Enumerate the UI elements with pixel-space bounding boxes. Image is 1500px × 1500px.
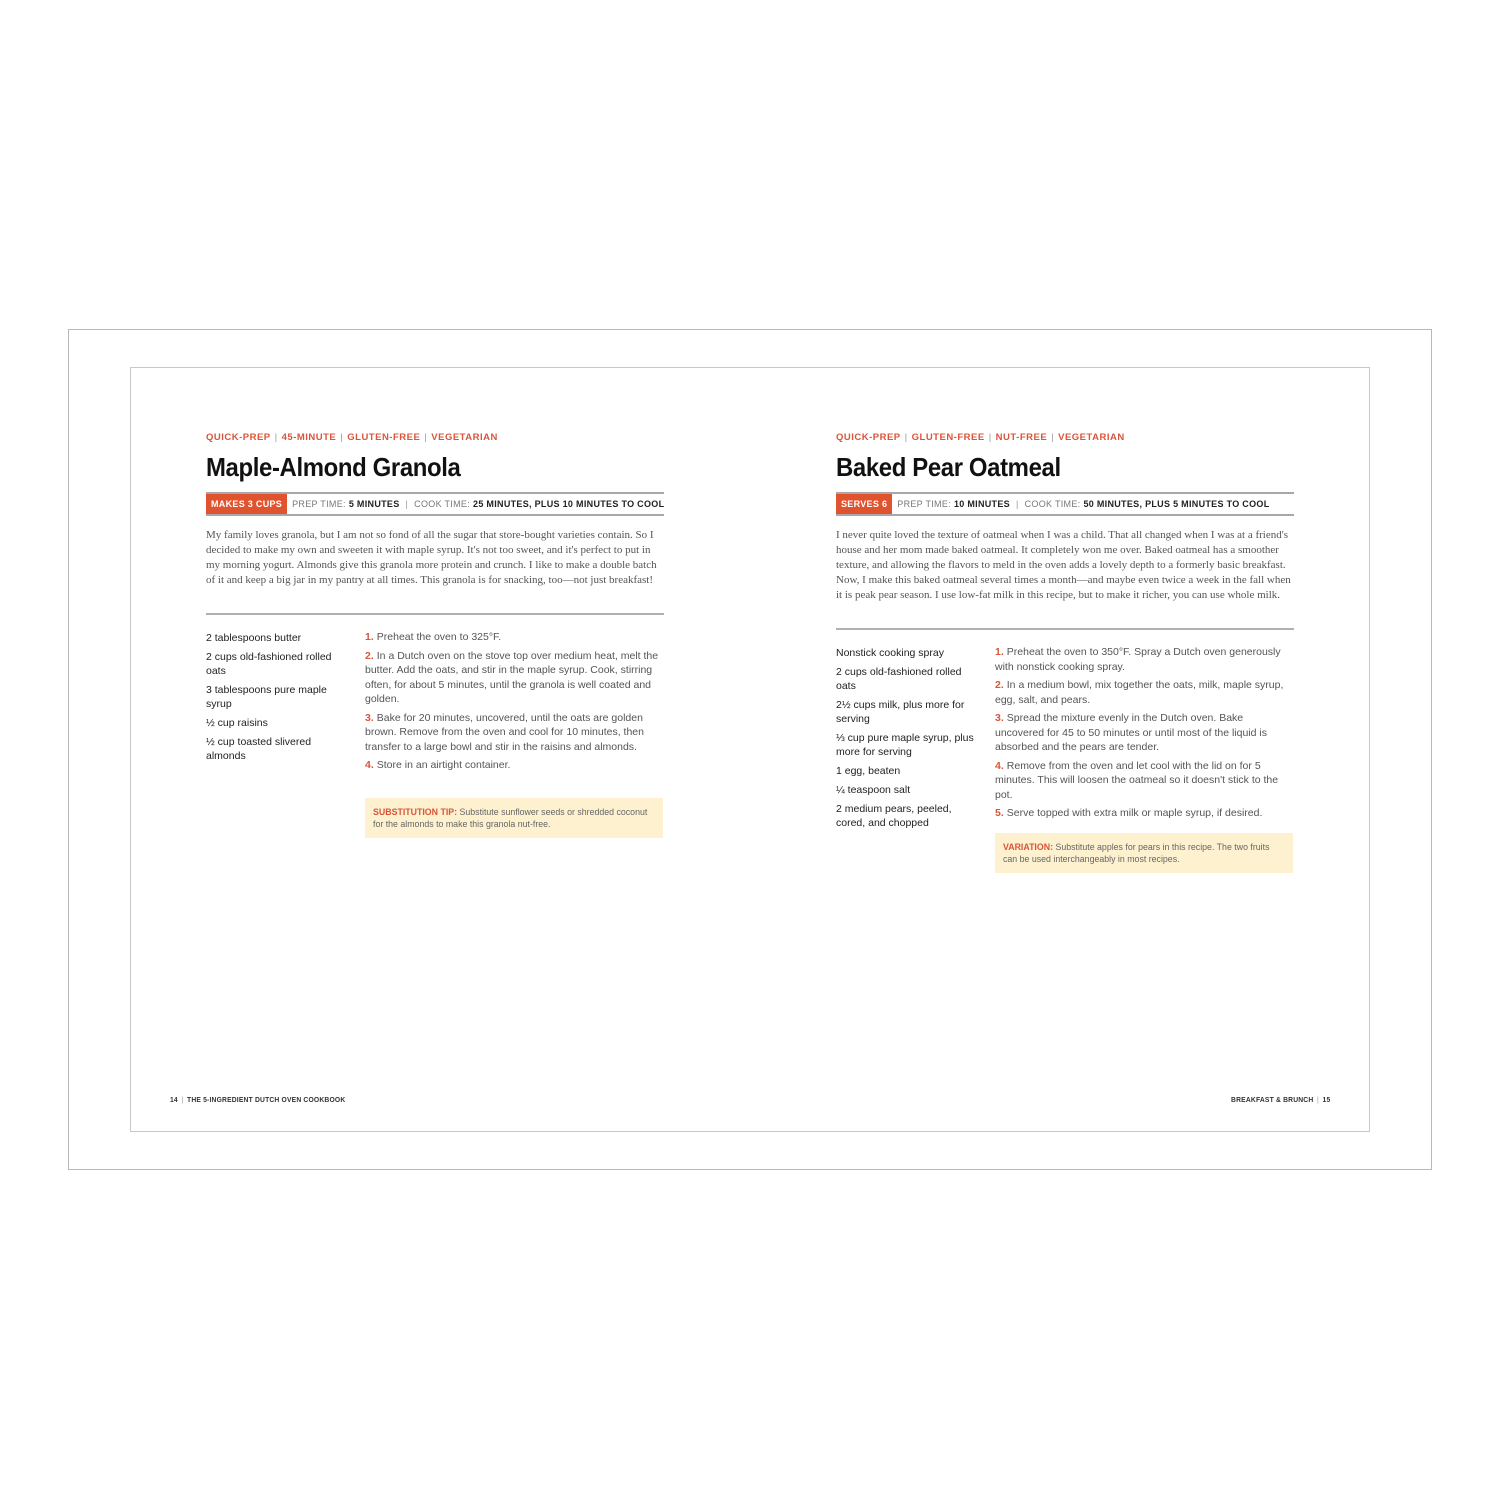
tip-text: Substitute sunflower seeds or shredded coconut for the almonds to make this granola nut-free.	[373, 807, 648, 829]
recipe-tags	[836, 432, 1125, 443]
step-text: Store in an airtight container.	[376, 759, 511, 771]
tag: VEGETARIAN	[431, 432, 498, 443]
ingredient-item: ½ cup raisins	[206, 717, 268, 729]
ingredient-item: 2 cups old-fashioned rolled oats	[836, 666, 962, 692]
page-number: 15	[1322, 1095, 1330, 1104]
yield-badge: MAKES 3 CUPS	[206, 494, 287, 514]
step-text: Preheat the oven to 350°F. Spray a Dutch oven generously with nonstick cooking spray.	[995, 646, 1281, 673]
tag: VEGETARIAN	[1058, 432, 1125, 443]
folio-separator: |	[1316, 1095, 1319, 1104]
instruction-list	[995, 645, 1293, 825]
tag-separator: |	[988, 432, 992, 443]
prep-time-label: PREP TIME:	[292, 499, 346, 509]
recipe-intro: My family loves granola, but I am not so fond of all the sugar that store-bought varieties contain. So I decided to make my own and sweeten it with maple syrup. It's not too sweet, and it's perfect to put in my morning yogurt. Almonds give this granola more protein and crunch. I like to make a double batch of it and keep a big jar in my pantry at all times. This granola is for snacking, too—not just breakfast!	[206, 529, 657, 586]
ingredient-item: 3 tablespoons pure maple syrup	[206, 684, 327, 710]
prep-time-label: PREP TIME:	[897, 499, 951, 509]
recipe-intro: I never quite loved the texture of oatmeal when I was a child. That all changed when I was at a friend's house and her mom made baked oatmeal. It completely won me over. Baked oatmeal has a smoother texture, and allowing the flavors to meld in the oven adds a lovely depth to a formerly basic breakfast. Now, I make this baked oatmeal several times a month—and maybe even twice a week in the fall when it is peak pear season. I use low-fat milk in this recipe, but to make it richer, you can use whole milk.	[836, 529, 1291, 601]
step-number: 5.	[995, 807, 1004, 819]
step-number: 1.	[995, 646, 1004, 658]
meta-separator: |	[405, 499, 409, 509]
page-number: 14	[170, 1095, 178, 1104]
ingredient-list	[836, 646, 976, 835]
step-number: 1.	[365, 631, 374, 643]
ingredient-item: 2 cups old-fashioned rolled oats	[206, 651, 332, 677]
step-number: 4.	[365, 759, 374, 771]
step-number: 4.	[995, 759, 1004, 772]
yield-badge: SERVES 6	[836, 494, 892, 514]
step-text: Spread the mixture evenly in the Dutch oven. Bake uncovered for 45 to 50 minutes or until most of the liquid is absorbed and the pears are tender.	[995, 712, 1267, 753]
tip-label: SUBSTITUTION TIP:	[373, 807, 458, 817]
meta-separator: |	[1015, 499, 1019, 509]
instruction-step	[365, 758, 663, 773]
step-number: 2.	[995, 679, 1004, 691]
instruction-step	[995, 806, 1293, 821]
section-title: BREAKFAST & BRUNCH	[1230, 1095, 1313, 1104]
page-folio-left	[170, 1095, 345, 1104]
tag: GLUTEN-FREE	[911, 432, 985, 443]
tag: QUICK-PREP	[836, 432, 901, 443]
ingredient-list	[206, 631, 346, 768]
page-folio-right	[1231, 1095, 1330, 1104]
ingredient-item: Nonstick cooking spray	[836, 647, 944, 659]
ingredient-item: 2½ cups milk, plus more for serving	[836, 699, 965, 725]
step-text: Serve topped with extra milk or maple syrup, if desired.	[1006, 807, 1263, 819]
cook-time-value: 25 MINUTES, PLUS 10 MINUTES TO COOL	[473, 499, 665, 509]
step-text: Preheat the oven to 325°F.	[376, 631, 502, 643]
tag: NUT-FREE	[995, 432, 1048, 443]
instruction-step	[365, 649, 663, 707]
prep-time-value: 5 MINUTES	[348, 499, 400, 509]
tip-label: VARIATION:	[1003, 842, 1054, 852]
tag: 45-MINUTE	[281, 432, 337, 443]
recipe-meta-bar	[206, 492, 664, 516]
book-title: THE 5-INGREDIENT DUTCH OVEN COOKBOOK	[187, 1095, 346, 1104]
folio-separator: |	[181, 1095, 184, 1104]
recipe-meta-bar	[836, 492, 1294, 516]
step-text: In a Dutch oven on the stove top over medium heat, melt the butter. Add the oats, and stir in the maple syrup. Cook, stirring often, for about 5 minutes, until the granola is well coated and golden.	[365, 649, 659, 705]
instruction-step	[995, 678, 1293, 707]
tag-separator: |	[904, 432, 908, 443]
instruction-step	[995, 645, 1293, 674]
substitution-tip-box	[365, 798, 663, 838]
tip-text: Substitute apples for pears in this recipe. The two fruits can be used interchangeably in most recipes.	[1003, 842, 1270, 864]
section-divider	[836, 628, 1294, 630]
step-number: 3.	[995, 712, 1004, 724]
cook-time-value: 50 MINUTES, PLUS 5 MINUTES TO COOL	[1083, 499, 1270, 509]
step-text: Remove from the oven and let cool with the lid on for 5 minutes. This will loosen the oatmeal so it doesn't stick to the pot.	[995, 759, 1279, 801]
step-number: 2.	[365, 649, 374, 662]
ingredient-item: ½ cup toasted slivered almonds	[206, 736, 312, 762]
cook-time-label: COOK TIME:	[414, 499, 471, 509]
step-number: 3.	[365, 711, 374, 724]
ingredient-item: ¼ teaspoon salt	[836, 784, 911, 796]
recipe-tags	[206, 432, 498, 443]
recipe-title: Baked Pear Oatmeal	[836, 452, 1061, 482]
tag-separator: |	[1051, 432, 1055, 443]
step-text: In a medium bowl, mix together the oats, milk, maple syrup, egg, salt, and pears.	[995, 679, 1284, 706]
ingredient-item: 1 egg, beaten	[836, 765, 901, 777]
step-text: Bake for 20 minutes, uncovered, until the oats are golden brown. Remove from the oven and cool for 10 minutes, then transfer to a large bowl and stir in the raisins and almonds.	[365, 711, 644, 753]
ingredient-item: ⅓ cup pure maple syrup, plus more for serving	[836, 732, 974, 758]
ingredient-item: 2 medium pears, peeled, cored, and chopped	[836, 803, 952, 829]
cook-time-label: COOK TIME:	[1024, 499, 1081, 509]
prep-time-value: 10 MINUTES	[953, 499, 1010, 509]
instruction-list	[365, 630, 663, 777]
ingredient-item: 2 tablespoons butter	[206, 632, 302, 644]
instruction-step	[365, 630, 663, 645]
instruction-step	[365, 711, 663, 755]
recipe-title: Maple-Almond Granola	[206, 452, 461, 482]
tag-separator: |	[340, 432, 344, 443]
tag: QUICK-PREP	[206, 432, 271, 443]
tag-separator: |	[274, 432, 278, 443]
instruction-step	[995, 759, 1293, 803]
tag: GLUTEN-FREE	[347, 432, 421, 443]
tag-separator: |	[424, 432, 428, 443]
instruction-step	[995, 711, 1293, 755]
section-divider	[206, 613, 664, 615]
variation-tip-box	[995, 833, 1293, 873]
